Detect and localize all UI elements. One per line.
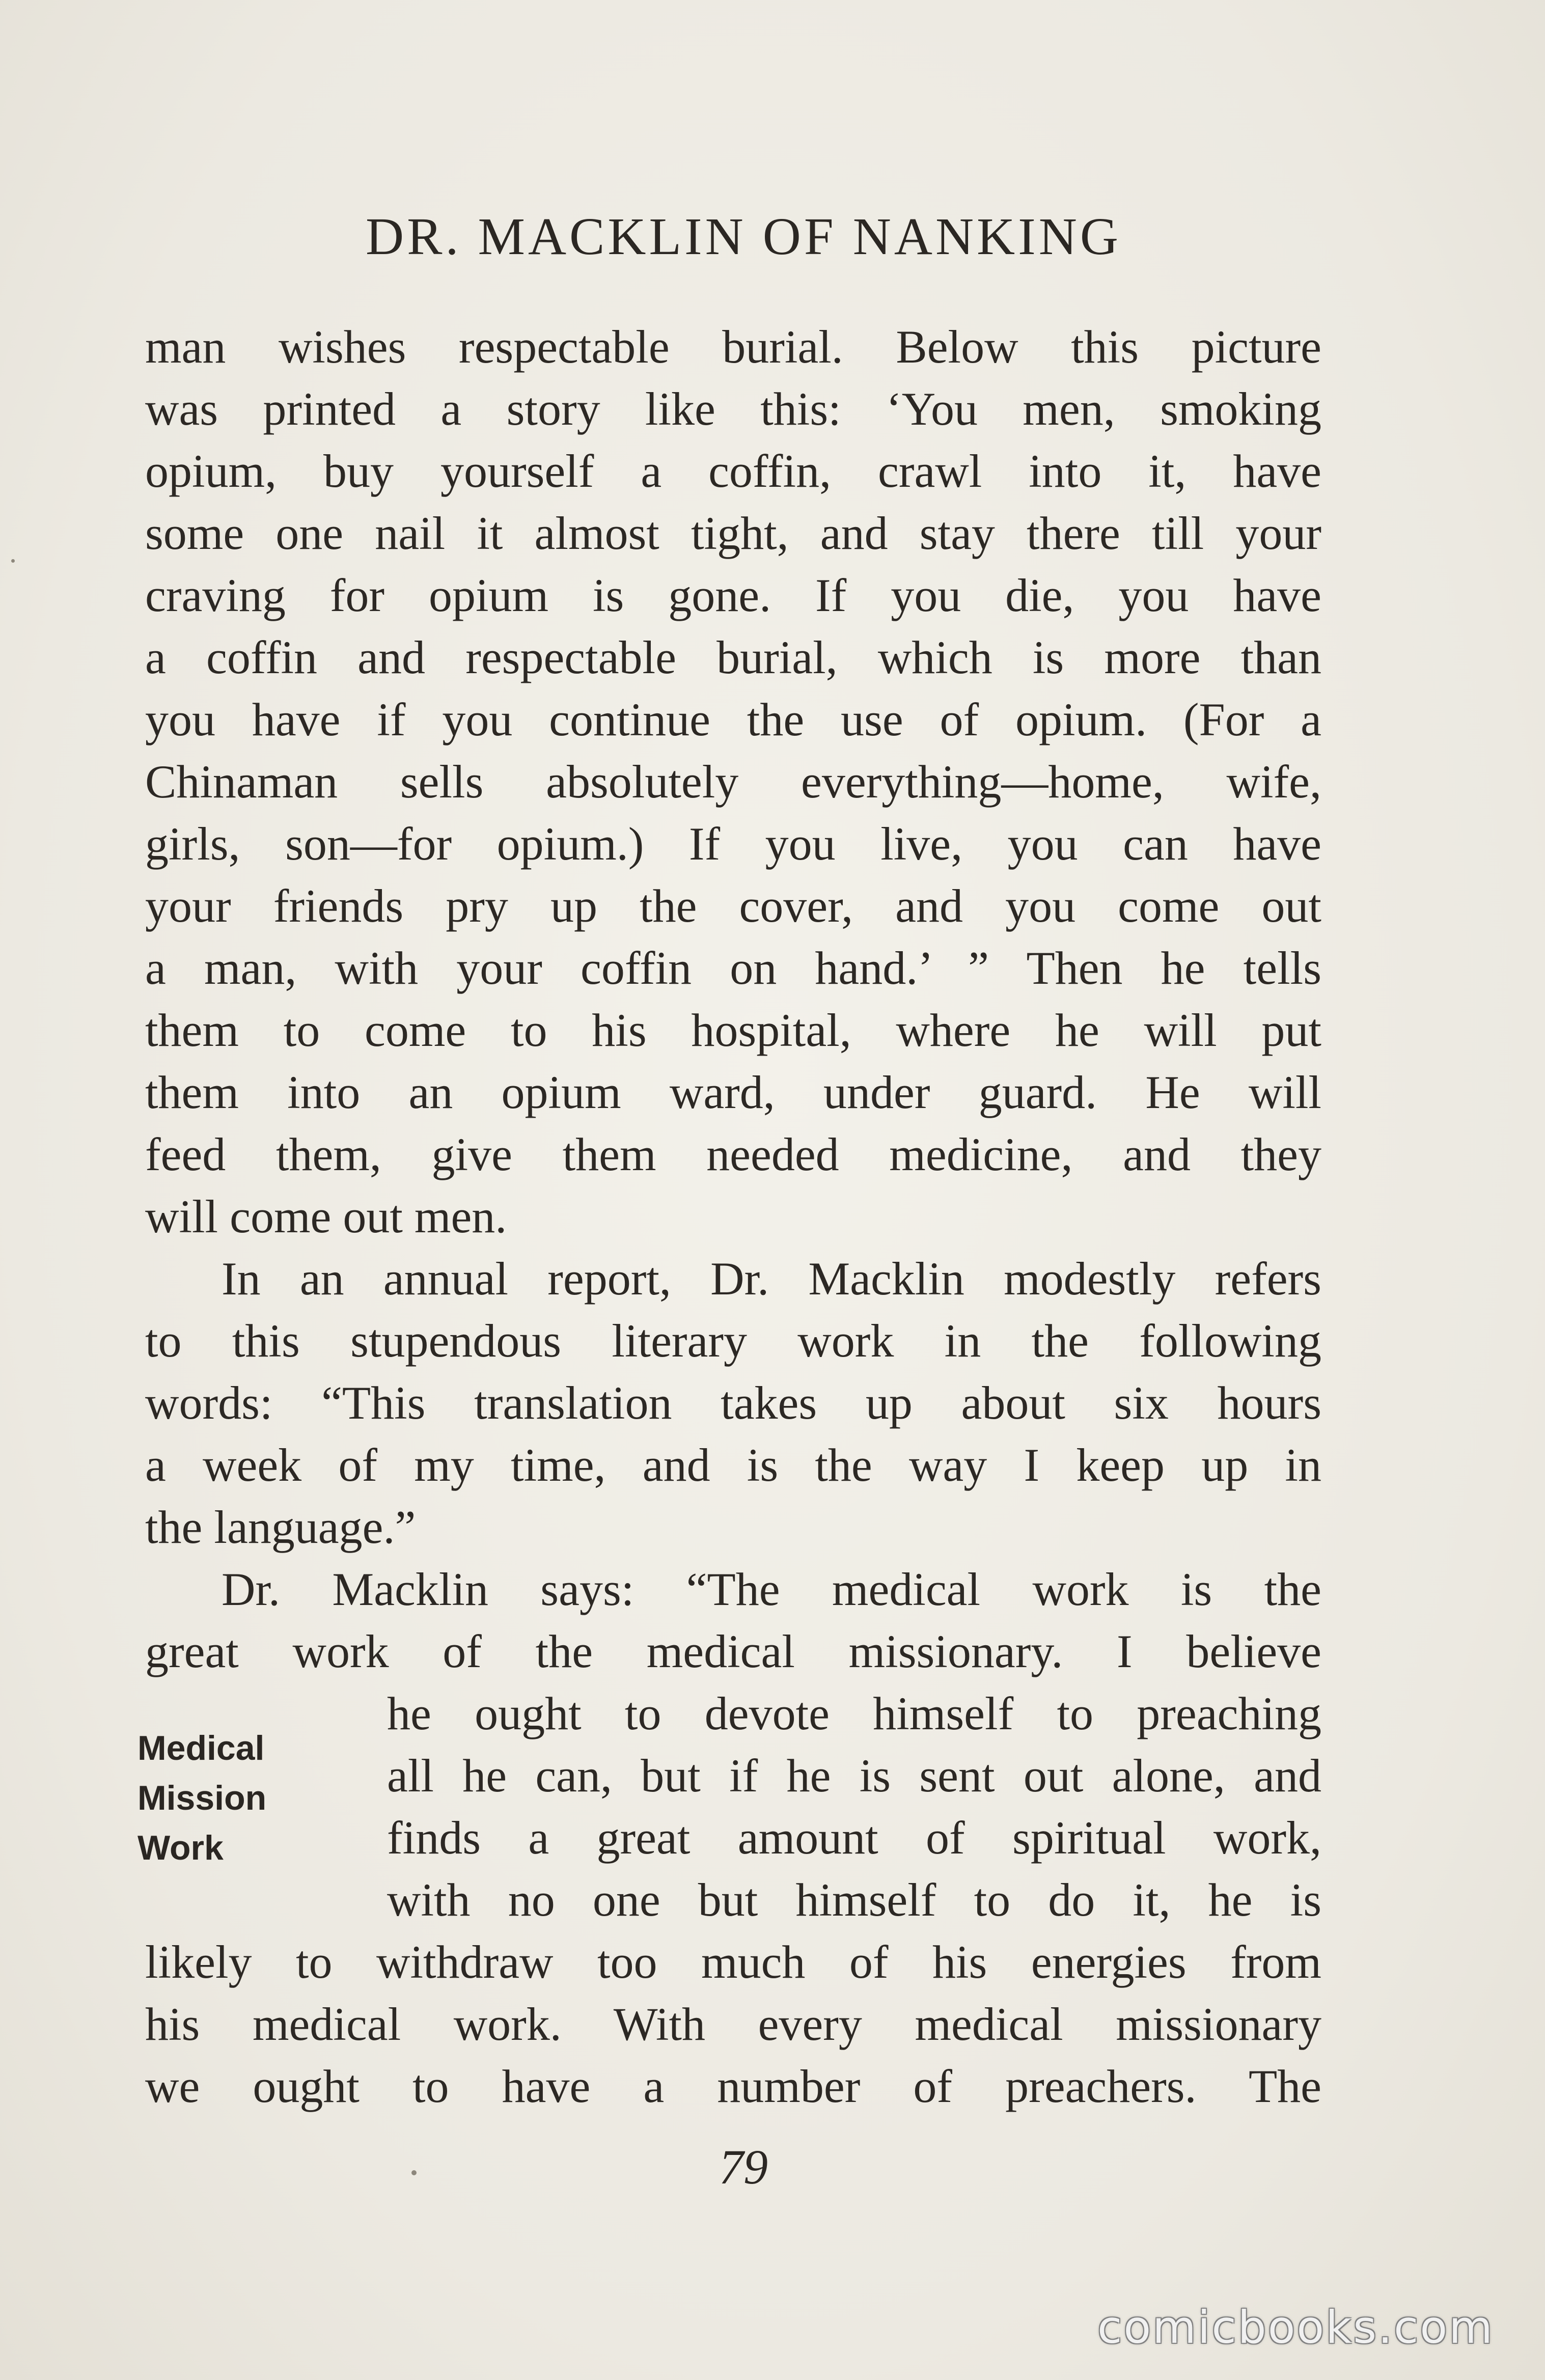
narrow-text-column bbox=[387, 1682, 1321, 1931]
text-line: a coffin and respectable burial, which is more than bbox=[145, 631, 1321, 683]
text-line: he ought to devote himself to preaching bbox=[387, 1687, 1321, 1739]
text-line: Chinaman sells absolutely everything—home, wife, bbox=[145, 756, 1321, 808]
text-line: you have if you continue the use of opium. (For a bbox=[145, 694, 1321, 745]
margin-side-note bbox=[137, 1723, 266, 1873]
paragraph-start-line: Dr. Macklin says: “The medical work is the bbox=[222, 1563, 1321, 1615]
text-line: all he can, but if he is sent out alone, and bbox=[387, 1750, 1321, 1802]
body-text bbox=[137, 316, 1321, 2117]
text-line: words: “This translation takes up about six hours bbox=[145, 1377, 1321, 1429]
text-line: we ought to have a number of preachers. The bbox=[145, 2060, 1321, 2112]
text-line: girls, son—for opium.) If you live, you can have bbox=[145, 818, 1321, 870]
text-line: was printed a story like this: ‘You men, smoking bbox=[145, 383, 1321, 435]
side-note-line: Mission bbox=[137, 1779, 267, 1817]
watermark: comicbooks.com bbox=[1097, 2301, 1494, 2354]
text-line: your friends pry up the cover, and you come out bbox=[145, 880, 1321, 932]
side-note-line: Medical bbox=[137, 1729, 265, 1767]
paper-speck bbox=[11, 559, 15, 563]
text-line: some one nail it almost tight, and stay there till your bbox=[145, 507, 1321, 559]
paper-speck bbox=[411, 2170, 417, 2175]
text-line: the language.” bbox=[145, 1501, 416, 1553]
text-line: great work of the medical missionary. I believe bbox=[145, 1625, 1321, 1677]
page-number: 79 bbox=[719, 2140, 768, 2194]
text-line: likely to withdraw too much of his energies from bbox=[145, 1936, 1321, 1988]
text-line: finds a great amount of spiritual work, bbox=[387, 1812, 1321, 1864]
text-line: to this stupendous literary work in the following bbox=[145, 1315, 1321, 1367]
text-line: a man, with your coffin on hand.’ ” Then he tells bbox=[145, 942, 1321, 994]
side-note-section bbox=[137, 1682, 1321, 1931]
text-line: them into an opium ward, under guard. He will bbox=[145, 1066, 1321, 1118]
text-line: with no one but himself to do it, he is bbox=[387, 1874, 1321, 1926]
text-line: will come out men. bbox=[145, 1191, 507, 1242]
running-head: DR. MACKLIN OF NANKING bbox=[366, 207, 1121, 266]
text-line: a week of my time, and is the way I keep up in bbox=[145, 1439, 1321, 1491]
text-line: feed them, give them needed medicine, and they bbox=[145, 1128, 1321, 1180]
paragraph-start-line: In an annual report, Dr. Macklin modestly refers bbox=[222, 1253, 1321, 1305]
text-line: his medical work. With every medical missionary bbox=[145, 1998, 1321, 2050]
text-line: craving for opium is gone. If you die, you have bbox=[145, 569, 1321, 621]
text-line: them to come to his hospital, where he will put bbox=[145, 1004, 1321, 1056]
text-line: opium, buy yourself a coffin, crawl into it, have bbox=[145, 445, 1321, 497]
text-line: man wishes respectable burial. Below this picture bbox=[145, 321, 1321, 373]
side-note-line: Work bbox=[137, 1829, 224, 1867]
